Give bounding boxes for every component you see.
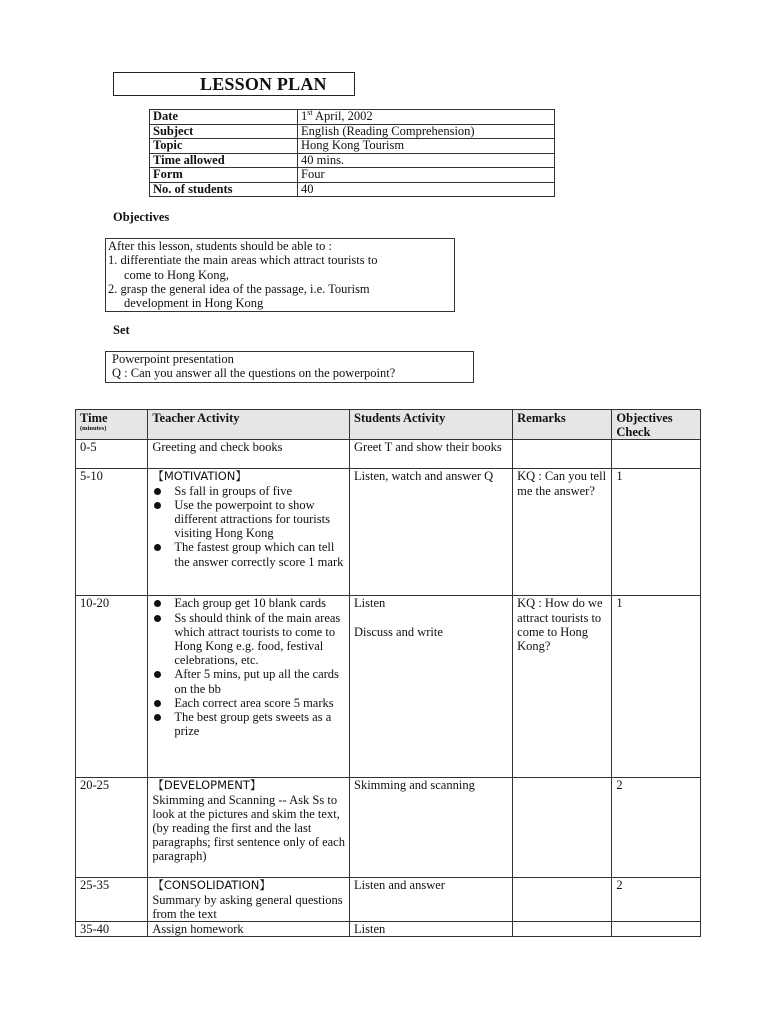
table-row — [76, 440, 701, 469]
cell-remarks: KQ : How do we attract tourists to come to Hong Kong? — [513, 596, 612, 778]
teacher-activity-text: Skimming and Scanning -- Ask Ss to look at the pictures and skim the text, (by reading the first and the last paragraphs; first sentence only of each paragraph) — [152, 792, 345, 864]
cell-time: 35-40 — [76, 922, 148, 937]
info-label: No. of students — [150, 182, 298, 197]
info-label: Time allowed — [150, 153, 298, 168]
info-label: Date — [150, 110, 298, 125]
table-row — [76, 878, 701, 922]
info-value: 40 mins. — [298, 153, 555, 168]
set-box — [105, 351, 474, 383]
students-activity-line: Listen — [354, 596, 386, 611]
info-row-time — [150, 153, 555, 168]
list-item: The best group gets sweets as a prize — [152, 710, 345, 738]
page-title: LESSON PLAN — [200, 74, 327, 94]
header-time: Time (minutes) — [76, 410, 148, 440]
list-item: Each group get 10 blank cards — [152, 596, 345, 610]
cell-remarks — [513, 778, 612, 878]
activity-bullets — [152, 484, 345, 569]
cell-objectives-check — [612, 922, 701, 937]
info-row-form — [150, 168, 555, 183]
cell-objectives-check — [612, 440, 701, 469]
objectives-box — [105, 238, 455, 312]
cell-objectives-check: 2 — [612, 878, 701, 922]
header-remarks: Remarks — [513, 410, 612, 440]
info-row-students — [150, 182, 555, 197]
cell-time: 25-35 — [76, 878, 148, 922]
table-row — [76, 596, 701, 778]
cell-students-activity: Listen, watch and answer Q — [350, 469, 513, 596]
set-heading: Set — [113, 323, 130, 337]
list-item: After 5 mins, put up all the cards on the bb — [152, 667, 345, 695]
list-item: Ss fall in groups of five — [152, 484, 345, 498]
table-row — [76, 469, 701, 596]
list-item: Ss should think of the main areas which attract tourists to come to Hong Kong e.g. food, festival celebrations, etc. — [152, 611, 345, 668]
cell-students-activity: Listen and answer — [350, 878, 513, 922]
objective-item-2-cont: development in Hong Kong — [124, 296, 264, 311]
objective-item-2: 2. grasp the general idea of the passage, i.e. Tourism — [108, 281, 370, 296]
info-value: 1st April, 2002 — [298, 110, 555, 125]
table-header-row — [76, 410, 701, 440]
objective-item-1-cont: come to Hong Kong, — [124, 267, 229, 282]
info-label: Subject — [150, 124, 298, 139]
cell-remarks: KQ : Can you tell me the answer? — [513, 469, 612, 596]
table-row — [76, 922, 701, 937]
table-row — [76, 778, 701, 878]
cell-teacher-activity — [148, 469, 350, 596]
header-students-activity: Students Activity — [350, 410, 513, 440]
info-row-date — [150, 110, 555, 125]
info-label: Topic — [150, 139, 298, 154]
header-teacher-activity: Teacher Activity — [148, 410, 350, 440]
title-box — [113, 72, 355, 96]
stage-tag: 【MOTIVATION】 — [152, 469, 247, 484]
info-row-subject — [150, 124, 555, 139]
cell-time: 10-20 — [76, 596, 148, 778]
cell-students-activity — [350, 596, 513, 778]
info-row-topic — [150, 139, 555, 154]
info-value: Four — [298, 168, 555, 183]
cell-remarks — [513, 922, 612, 937]
cell-teacher-activity — [148, 778, 350, 878]
activity-bullets — [152, 596, 345, 738]
stage-tag: 【CONSOLIDATION】 — [152, 878, 271, 893]
cell-students-activity: Skimming and scanning — [350, 778, 513, 878]
header-objectives-check: Objectives Check — [612, 410, 701, 440]
objectives-heading: Objectives — [113, 210, 170, 224]
stage-tag: 【DEVELOPMENT】 — [152, 778, 262, 793]
list-item: The fastest group which can tell the answer correctly score 1 mark — [152, 540, 345, 568]
cell-objectives-check: 1 — [612, 596, 701, 778]
cell-teacher-activity — [148, 878, 350, 922]
cell-objectives-check: 2 — [612, 778, 701, 878]
students-activity-line: Discuss and write — [354, 624, 443, 639]
info-value: 40 — [298, 182, 555, 197]
info-value: Hong Kong Tourism — [298, 139, 555, 154]
teacher-activity-text: Summary by asking general questions from the text — [152, 892, 343, 921]
set-line-2: Q : Can you answer all the questions on the powerpoint? — [112, 366, 396, 381]
list-item: Each correct area score 5 marks — [152, 696, 345, 710]
cell-remarks — [513, 440, 612, 469]
lesson-info-table — [149, 109, 555, 197]
info-label: Form — [150, 168, 298, 183]
lesson-activity-table — [75, 409, 701, 937]
cell-students-activity: Listen — [350, 922, 513, 937]
objective-item-1: 1. differentiate the main areas which attract tourists to — [108, 253, 378, 268]
cell-time: 5-10 — [76, 469, 148, 596]
cell-time: 20-25 — [76, 778, 148, 878]
cell-objectives-check: 1 — [612, 469, 701, 596]
set-line-1: Powerpoint presentation — [112, 352, 234, 366]
objectives-intro: After this lesson, students should be able to : — [108, 239, 332, 253]
cell-teacher-activity: Assign homework — [148, 922, 350, 937]
cell-time: 0-5 — [76, 440, 148, 469]
cell-remarks — [513, 878, 612, 922]
cell-teacher-activity — [148, 596, 350, 778]
info-value: English (Reading Comprehension) — [298, 124, 555, 139]
cell-students-activity: Greet T and show their books — [350, 440, 513, 469]
cell-teacher-activity: Greeting and check books — [148, 440, 350, 469]
list-item: Use the powerpoint to show different attractions for tourists visiting Hong Kong — [152, 498, 345, 541]
